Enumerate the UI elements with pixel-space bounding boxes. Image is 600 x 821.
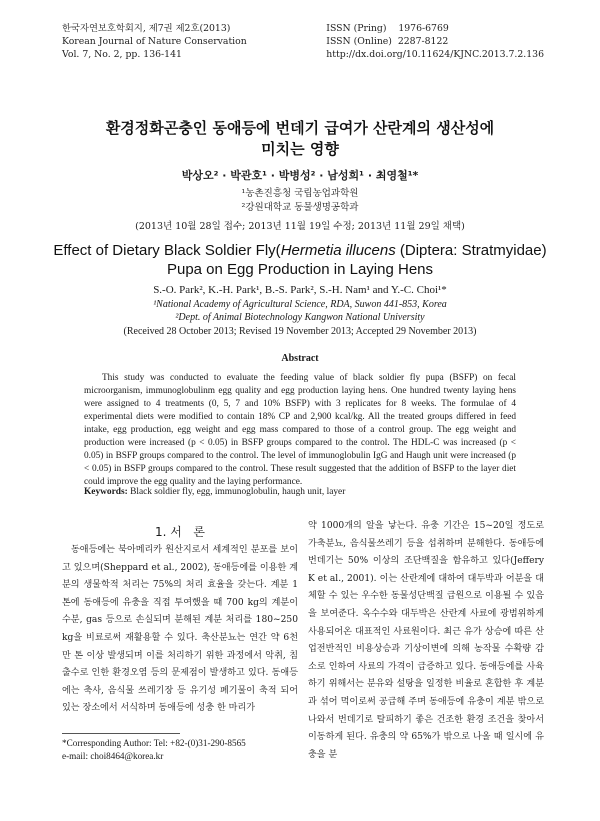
english-affiliation-2: ²Dept. of Animal Biotechnology Kangwon National University	[175, 312, 425, 323]
english-title-line1	[0, 241, 600, 260]
author-email[interactable]: e-mail: choi8464@korea.kr	[62, 751, 164, 761]
doi-link[interactable]: http://dx.doi.org/10.11624/KJNC.2013.7.2.136	[326, 49, 544, 60]
english-dates: (Received 28 October 2013; Revised 19 November 2013; Accepted 29 November 2013)	[123, 326, 477, 337]
species-name: Hermetia illucens	[280, 242, 396, 259]
english-authors: S.-O. Park², K.-H. Park¹, B.-S. Park², S.-H. Nam¹ and Y.-C. Choi¹*	[153, 284, 447, 296]
section-title-introduction: 1. 서 론	[155, 525, 205, 539]
issn-online: ISSN (Online) 2287-8122	[326, 36, 449, 47]
korean-title	[0, 118, 600, 160]
issn-print: ISSN (Pring) 1976-6769	[326, 23, 449, 34]
korean-title-line1: 환경정화곤충인 동애등에 번데기 급여가 산란계의 생산성에	[105, 119, 495, 137]
abstract-body: This study was conducted to evaluate the feeding value of black soldier fly pupa (BSFP) on fecal microorganism, immunoglobulinm egg quality and egg production laying hens. One hundred twenty laying hens were assigned to 4 treatments (0, 5, 7 and 10% BSFP) with 3 replicates for 8 weeks. The formulae of 4 experimental diets were modified to contain 18% CP and 2,900 kcal/kg. All the treated groups differed in feed intake, egg production, egg weight and egg mass compared to those of a control group. The egg weight and production were increased (p < 0.05) in BSFP groups compared to the control. The HDL-C was increased (p < 0.05) in BSFP groups compared to the control. The level of immunoglobulin IgG and Haugh unit were increased (p < 0.05) in BSFP groups compared to the control. These result suggested that the addition of BSFP to the layer diet could improve the egg quality and the laying performance.	[84, 373, 516, 487]
journal-name-korean: 한국자연보호학회지, 제7권 제2호(2013)	[62, 23, 231, 34]
journal-volume: Vol. 7, No. 2, pp. 136-141	[62, 49, 182, 60]
corresponding-author: *Corresponding Author: Tel: +82-(0)31-290-8565	[62, 738, 246, 748]
english-title	[0, 241, 600, 279]
korean-affiliation-2: ²강원대학교 동물생명공학과	[241, 202, 359, 213]
keywords-list: Black soldier fly, egg, immunoglobulin, haugh unit, layer	[130, 487, 346, 497]
abstract-heading: Abstract	[281, 353, 319, 364]
korean-affiliation-1: ¹농촌진흥청 국립농업과학원	[241, 188, 359, 199]
journal-name-english: Korean Journal of Nature Conservation	[62, 36, 247, 47]
journal-header-left	[62, 22, 247, 61]
keywords-label: Keywords:	[84, 487, 128, 497]
journal-header-right	[326, 22, 544, 61]
body-column-right: 약 1000개의 알을 낳는다. 유충 기간은 15~20일 정도로 가축분뇨, 음식물쓰레기 등을 섭취하며 분해한다. 동애등에 번데기는 50% 이상의 조단백질을 함유하고 있다(Jeffery K et al., 2001). 이는 산란계에 대하여 대두박과 어분을 대체할 수 있는 우수한 동물성단백질 급원으로 이용될 수 있음을 보여준다. 옥수수와 대두박은 산란계 사료에 광범위하게 사용되어온 대표적인 사료원이다. 최근 유가 상승에 따른 산업전반적인 비용상승과 기상이변에 의해 농작물 수확량 감소로 인하여 사료의 가격이 급증하고 있다. 동애등에를 사육하기 위해서는 분유와 설탕을 일정한 비율로 혼합한 후 계분과 섞어 먹이로써 공급해 주며 동애등에 유충이 계분 밖으로 나와서 번데기로 탈피하기 좋은 건조한 환경 조건을 찾아서 이동하게 된다. 유충의 약 65%가 밖으로 나올 때 일시에 유충을 분	[308, 521, 544, 760]
footnote-divider	[62, 733, 180, 734]
body-column-left: 동애등에는 북아메리카 원산지로서 세계적인 분포를 보이고 있으며(Sheppard et al., 2002), 동애등에를 이용한 계분의 생물학적 처리는 75%의 처리 효율을 갖는다. 계분 1톤에 동애등에 유충을 직접 투여했을 때 700 kg의 계분이 수분, gas 등으로 손실되며 분해된 계분 처리를 180~250 kg을 비료로써 재활용할 수 있다. 축산분뇨는 연간 약 6천만 톤 이상 발생되며 이를 처리하기 위한 과정에서 악취, 침출수로 인한 환경오염 등의 문제점이 발생하고 있다. 동애등에는 축사, 음식물 쓰레기장 등 유기성 폐기물이 축적 되어있는 장소에서 서식하며 동애등에 성충 한 마리가	[62, 545, 298, 714]
keywords	[84, 487, 516, 497]
korean-title-line2: 미치는 영향	[261, 140, 339, 158]
english-title-pre: Effect of Dietary Black Soldier Fly(	[53, 242, 281, 259]
english-title-post: (Diptera: Stratmyidae)	[395, 242, 547, 259]
korean-authors: 박상오² · 박관호¹ · 박병성² · 남성희¹ · 최영철¹*	[181, 169, 419, 182]
english-title-line2: Pupa on Egg Production in Laying Hens	[166, 261, 433, 278]
english-affiliation-1: ¹National Academy of Agricultural Science, RDA, Suwon 441-853, Korea	[153, 299, 447, 310]
korean-dates: (2013년 10월 28일 접수; 2013년 11월 19일 수정; 2013년 11월 29일 채택)	[135, 221, 465, 232]
